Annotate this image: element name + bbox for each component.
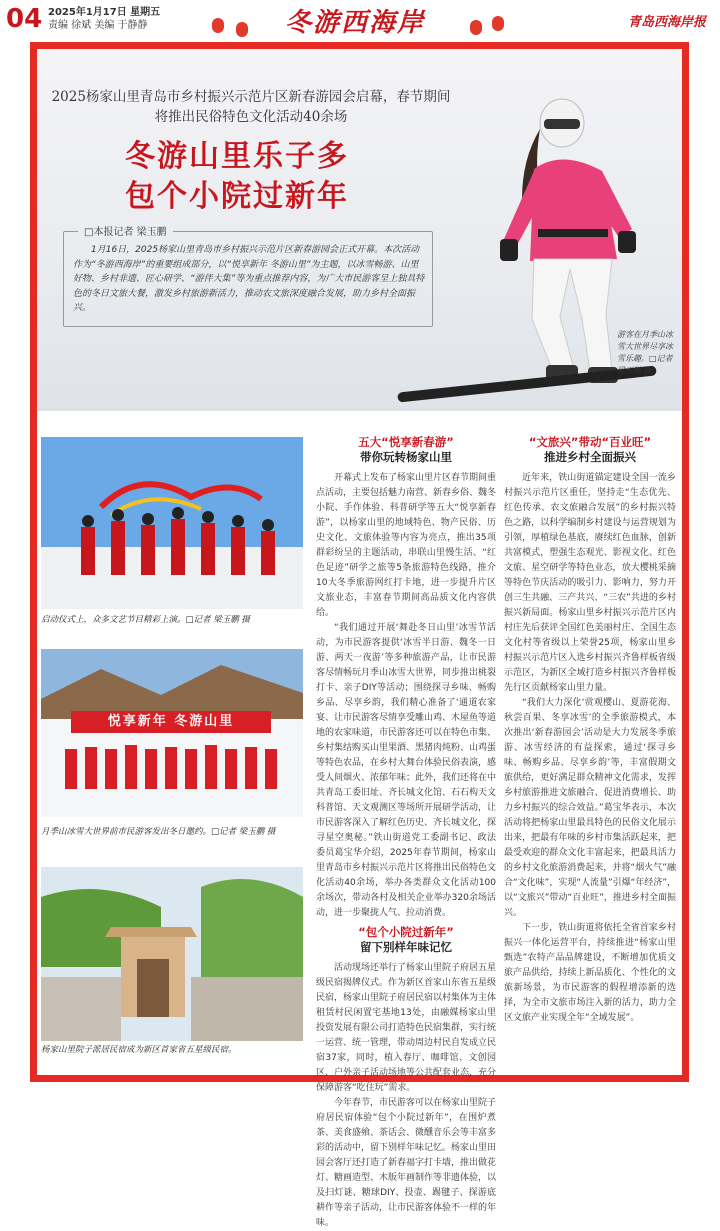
paragraph: 下一步，铁山街道将依托全省首家乡村振兴一体化运营平台，持续推进“杨家山里甄选”农特产品品牌建设，不断增加优质文旅产品供给，持续上新品质化、个性化的文旅新场景，为市民游客的假程增添新的选择，为全市文旅市场注入新的活力，助力全区文旅产业实现全年“全域发展”。	[504, 923, 676, 1023]
banner-title: 冬游西海岸	[284, 8, 425, 38]
lantern-icon	[492, 16, 504, 31]
section-heading-2	[316, 925, 496, 955]
article-title	[57, 137, 417, 217]
photo-homestay	[41, 867, 303, 1041]
lantern-icon	[470, 20, 482, 35]
paragraph: 今年春节，市民游客可以在杨家山里院子府居民宿体验“包个小院过新年”，在围炉煮茶、美食盛飨、茶话会、微醺音乐会等丰富多彩的活动中，留下别样年味记忆。杨家山里田园会客厅还打造了新春福字打卡墙，推出做花灯、糖画造型、木版年画制作等非遗体验，以及扫灯谜、糖球DIY、投壶、踢毽子、探游底耕作等亲子活动，让市民游客体验不一样的年味。	[316, 1098, 497, 1228]
section-heading-3	[504, 435, 676, 465]
section-heading-3-line-1: “文旅兴”带动“百业旺”	[528, 435, 652, 449]
photo-snow-world	[41, 649, 303, 817]
section-heading-2-line-2: 留下别样年味记忆	[360, 940, 452, 954]
section-heading-1-line-1: 五大“悦享新春游”	[358, 435, 454, 449]
photo-ceremony	[41, 437, 303, 609]
paragraph: 开幕式上发布了杨家山里片区春节期间重点活动，主要包括魅力南营、新春乡俗、魏冬小院、手作体验、科普研学等五大“悦享新春游”，以杨家山里的地域特色、物产民俗、历史文化、文旅体验等内容为亮点，推出35项群彩纷呈的主题活动，串联山里慢生活、“红色足迹”研学之旅等5条旅游特色线路，推介10大冬季旅游网红打卡地，进一步提升片区文旅业态，丰富春节期间高品质文化内容供给。	[316, 473, 497, 618]
byline: □本报记者 梁玉鹏	[78, 223, 173, 238]
page-header	[0, 0, 720, 40]
intro-text: 1月16日，2025杨家山里青岛市乡村振兴示范片区新春游园会正式开幕。本次活动作为“冬游西海岸”的重要组成部分，以“悦享新年 冬游山里”为主题，以冰雪畅游、山里好物、乡村非遗、匠心研学、“游伴大集”等为重点推荐内容，为广大市民游客呈上独具特色的冬日文旅大餐，激发乡村旅游新活力，推动农文旅深度融合发展，助力乡村全面振兴。	[73, 245, 425, 313]
photo-homestay-caption: 杨家山里院子派居民宿成为新区首家省五星级民宿。	[41, 1045, 237, 1055]
paragraph: 活动现场还举行了杨家山里院子府居五星级民宿揭牌仪式。作为新区首家山东省五星级民宿，杨家山里院子府居民宿以村集体为主体租赁村民闲置宅基地13处，由融媒杨家山里投资发展有限公司打造特色民宿集群，实行统一运营、统一管理，带动周边村民自发成立民宿37家，同时，植入春厅、咖啡馆、文创园区、户外亲子活动场地等公共配套业态，充分保障游客“吃住玩”需求。	[316, 963, 497, 1093]
snow-world-banner: 悦享新年 冬游山里	[107, 714, 235, 729]
section-heading-2-line-1: “包个小院过新年”	[358, 925, 454, 939]
paragraph: 近年来，铁山街道锚定建设全国一流乡村振兴示范片区重任，坚持走“生态优先、红色传承、农文旅融合发展”的乡村振兴特色之路，以科学编制乡村建设与运营规划为引领，厚植绿色基底，赓续红色血脉，创新共富模式，塑强生态观光、影视文化、红色文旅、星空研学等特色业态，放大樱桃采摘等特色节庆活动的吸引力、影响力，努力开创三生共融、三产共兴、“三农”共进的乡村振兴新局面。杨家山里乡村振兴示范片区内村庄先后获评全国红色美丽村庄、全国生态文化村等省级以上荣誉25项，杨家山里乡村振兴示范片区入选乡村振兴齐鲁样板省级示范区，为新区全域打造乡村振兴齐鲁样板先行区贡献杨家山里力量。	[504, 473, 676, 693]
article-subtitle: 2025杨家山里青岛市乡村振兴示范片区新春游园会启幕，春节期间将推出民俗特色文化活动40余场	[51, 89, 451, 125]
hero-caption: 游客在月季山冰雪大世界尽享冰雪乐趣。□记者 梁玉鹏 摄	[617, 330, 673, 375]
page-number: 04	[6, 4, 43, 34]
title-line-2: 包个小院过新年	[125, 179, 349, 214]
hero-section	[37, 49, 682, 411]
editors: 责编 徐斌 美编 于静静	[48, 20, 148, 31]
column-right	[504, 431, 676, 1026]
article-frame	[30, 42, 689, 1228]
section-banner	[205, 2, 505, 38]
photo-snow-world-caption: 月季山冰雪大世界前市民游客发出冬日邀约。□记者 梁玉鹏 摄	[41, 827, 276, 837]
section-heading-3-line-2: 推进乡村全面振兴	[544, 450, 636, 464]
issue-meta	[48, 6, 160, 32]
title-line-1: 冬游山里乐子多	[125, 139, 349, 174]
section-heading-1-line-2: 带你玩转杨家山里	[360, 450, 452, 464]
section-heading-1	[316, 435, 496, 465]
paragraph: “我们大力深化‘赏观樱山、夏游花海、秋尝百果、冬享冰雪’的全季旅游模式，本次推出‘新春游园会’活动是大力发展冬季旅游、冰雪经济的有益探索，通过‘探寻乡味、畅购乡品、尽享乡韵’等，丰富假期文旅供给，更好满足群众精神文化需求，发挥乡村旅游推进文旅融合、促进消费增长、助力乡村振兴的综合效益。”葛宝华表示，本次活动将把杨家山里最具特色的民俗文化展示出来，把最有年味的乡村市集活跃起来，把最受欢迎的群众文化丰富起来，把最具活力的乡村文化旅游消费起来，并将“烟火气”融合“文化味”，实现“人流量”引爆“年经济”，以“文旅兴”带动“百业旺”，推进乡村全面振兴。	[504, 698, 676, 918]
newspaper-brand: 青岛西海岸报	[627, 15, 706, 30]
issue-date: 2025年1月17日 星期五	[48, 7, 161, 18]
paragraph: “我们通过开展‘舞赴冬日山里’冰雪节活动，为市民游客提供‘冰雪半日游、魏冬一日游、两天一夜游’等多种旅游产品，让市民游客尽情畅玩月季山冰雪大世界，同步推出桃裂打卡、亲子DIY等活动；围绕探寻乡味、畅购乡品、尽享乡韵，我们精心准备了‘通道农家宴、让市民游客尽情享受雕山鸡、木屋鱼等道地的农家味道，市民游客还可以在特色市集、乡村集结购买山里果酒、黑猪肉炖粉、山鸡蛋等特色农品，在乡村大舞台体验民俗表演，感受人间烟火、浓郁年味；此外，我们还将在中共青岛工委旧址、齐长城文化馆、石石构天文科普馆、天文观测区等场所开展研学活动，让市民游客深入了解红色历史、齐长城文化，探寻星空奥秘。”铁山街道党工委副书记、政法委员葛宝华介绍，2025年春节期间，杨家山里青岛市乡村振兴示范片区将推出民俗特色文化活动40余场，举办各类群众文化活动100余场次，带动各村及相关企业举办320余场活动，进一步聚拢人气、拉动消费。	[316, 623, 497, 918]
column-middle	[316, 431, 496, 1231]
photo-ceremony-caption: 启动仪式上，众多文艺节目精彩上演。□记者 梁玉鹏 摄	[41, 615, 250, 625]
